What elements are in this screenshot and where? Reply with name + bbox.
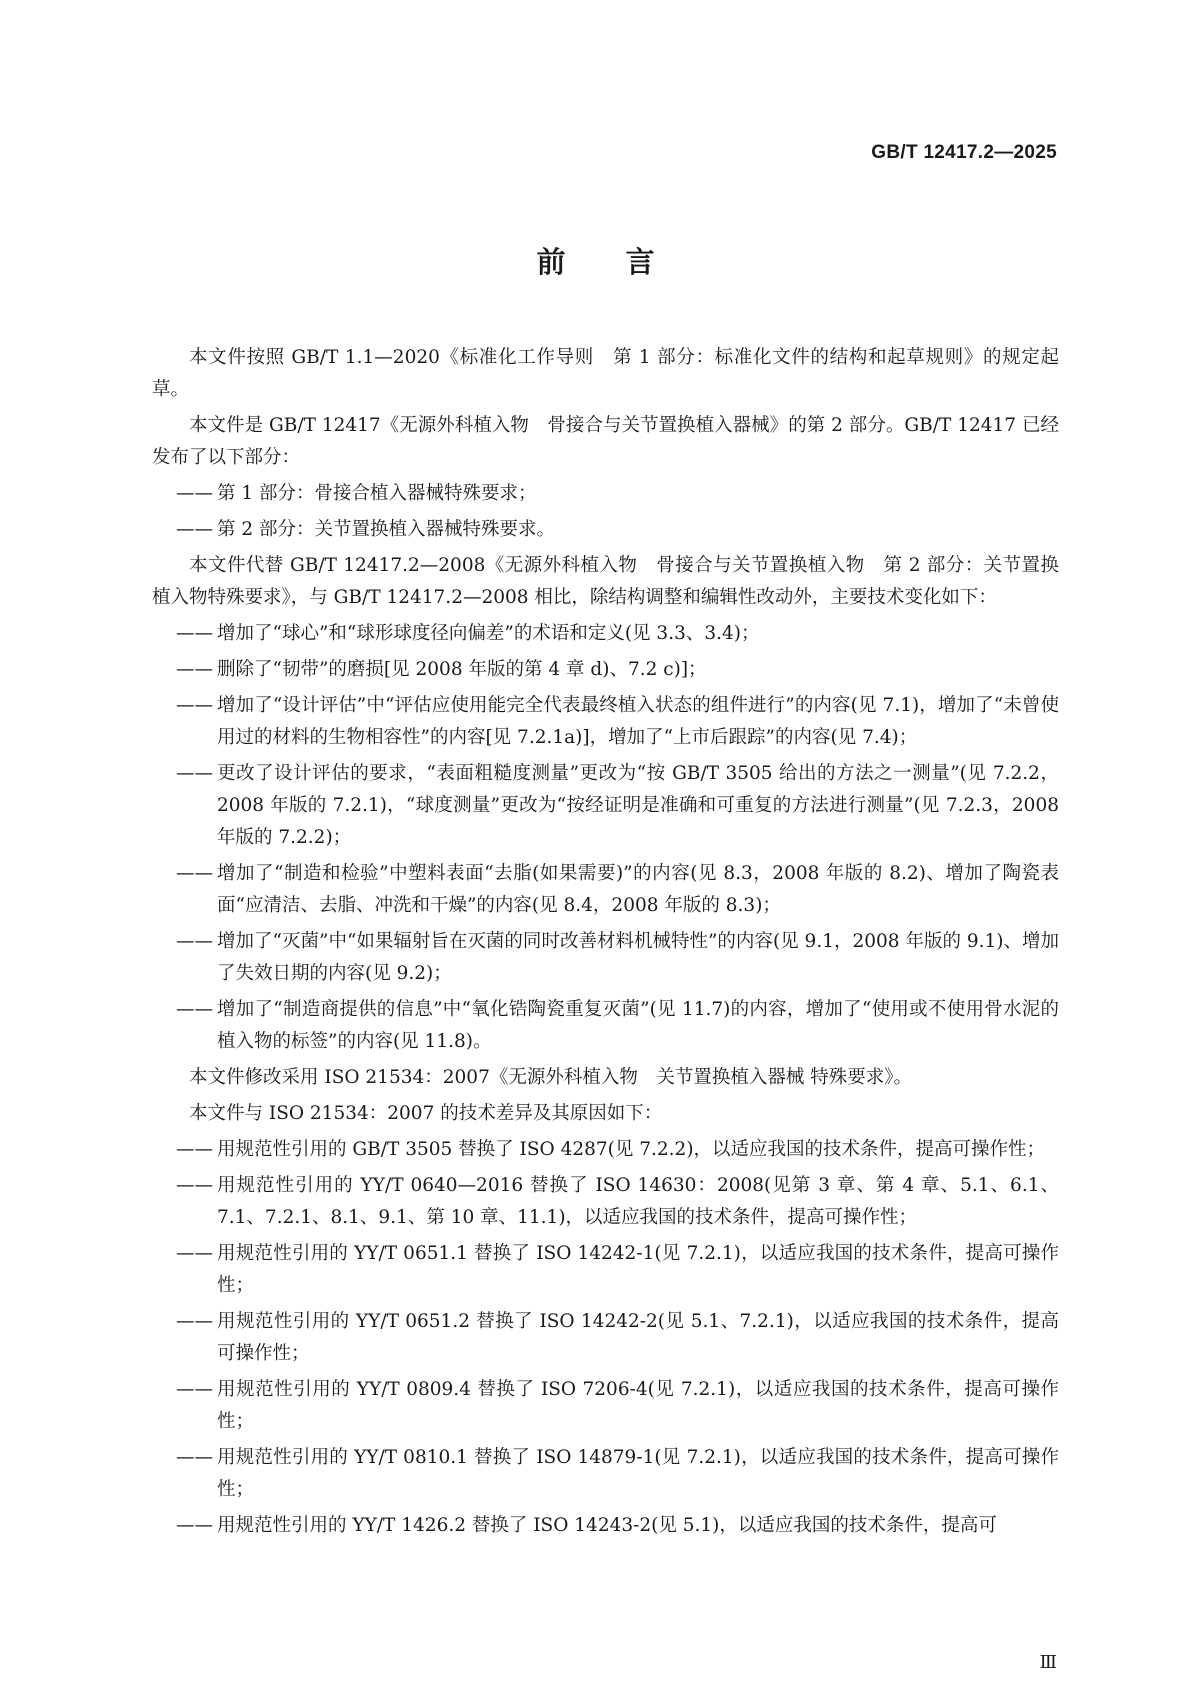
list-dash: —— — [176, 659, 213, 680]
list-item-text: 增加了“设计评估”中“评估应使用能完全代表最终植入状态的组件进行”的内容(见 7.1)，增加了“未曾使用过的材料的生物相容性”的内容[见 7.2.1a)]，增加了“上市后跟踪”的内容(见 7.4)； — [217, 695, 1059, 748]
list-dash: —— — [176, 483, 213, 504]
list-item-text: 用规范性引用的 YY/T 0651.1 替换了 ISO 14242-1(见 7.2.1)，以适应我国的技术条件，提高可操作性； — [217, 1243, 1059, 1296]
list-item — [152, 514, 1059, 546]
list-item-text: 第 1 部分：骨接合植入器械特殊要求； — [217, 483, 537, 504]
list-item — [152, 1238, 1059, 1302]
list-item — [152, 1374, 1059, 1438]
list-item-text: 用规范性引用的 YY/T 1426.2 替换了 ISO 14243-2(见 5.1)，以适应我国的技术条件，提高可 — [217, 1515, 997, 1536]
list-dash: —— — [176, 623, 213, 644]
list-dash: —— — [176, 931, 213, 952]
list-item — [152, 758, 1059, 854]
list-dash: —— — [176, 763, 213, 784]
list-dash: —— — [176, 1379, 213, 1400]
paragraph: 本文件是 GB/T 12417《无源外科植入物 骨接合与关节置换植入器械》的第 2 部分。GB/T 12417 已经发布了以下部分： — [152, 415, 1059, 468]
paragraph: 本文件修改采用 ISO 21534：2007《无源外科植入物 关节置换植入器械 特殊要求》。 — [189, 1067, 912, 1088]
list-dash: —— — [176, 1311, 213, 1332]
list-item — [152, 1306, 1059, 1370]
list-item-text: 增加了“灭菌”中“如果辐射旨在灭菌的同时改善材料机械特性”的内容(见 9.1，2008 年版的 9.1)、增加了失效日期的内容(见 9.2)； — [217, 931, 1059, 984]
paragraph: 本文件代替 GB/T 12417.2—2008《无源外科植入物 骨接合与关节置换植入物 第 2 部分：关节置换植入物特殊要求》，与 GB/T 12417.2—2008 相比，除结构调整和编辑性改动外，主要技术变化如下： — [152, 555, 1059, 608]
list-item-text: 增加了“制造商提供的信息”中“氧化锆陶瓷重复灭菌”(见 11.7)的内容，增加了“使用或不使用骨水泥的植入物的标签”的内容(见 11.8)。 — [217, 999, 1059, 1052]
list-item-text: 用规范性引用的 GB/T 3505 替换了 ISO 4287(见 7.2.2)，以适应我国的技术条件，提高可操作性； — [217, 1139, 1046, 1160]
list-item — [152, 690, 1059, 754]
list-item — [152, 618, 1059, 650]
list-item — [152, 1170, 1059, 1234]
paragraph: 本文件与 ISO 21534：2007 的技术差异及其原因如下： — [189, 1103, 663, 1124]
list-dash: —— — [176, 1139, 213, 1160]
list-item-text: 用规范性引用的 YY/T 0651.2 替换了 ISO 14242-2(见 5.1、7.2.1)，以适应我国的技术条件，提高可操作性； — [217, 1311, 1059, 1364]
list-item — [152, 1510, 1059, 1542]
list-dash: —— — [176, 695, 213, 716]
list-item-text: 增加了“制造和检验”中塑料表面“去脂(如果需要)”的内容(见 8.3，2008 年版的 8.2)、增加了陶瓷表面“应清洁、去脂、冲洗和干燥”的内容(见 8.4，2008 年版的 8.3)； — [217, 863, 1059, 916]
list-item-text: 增加了“球心”和“球形球度径向偏差”的术语和定义(见 3.3、3.4)； — [217, 623, 760, 644]
paragraph: 本文件按照 GB/T 1.1—2020《标准化工作导则 第 1 部分：标准化文件的结构和起草规则》的规定起草。 — [152, 347, 1059, 400]
list-item — [152, 1134, 1059, 1166]
list-item — [152, 654, 1059, 686]
list-dash: —— — [176, 1175, 213, 1196]
standard-code: GB/T 12417.2—2025 — [871, 142, 1057, 163]
list-item-text: 用规范性引用的 YY/T 0809.4 替换了 ISO 7206-4(见 7.2.1)，以适应我国的技术条件，提高可操作性； — [217, 1379, 1059, 1432]
list-dash: —— — [176, 1243, 213, 1264]
page-number: Ⅲ — [1039, 1652, 1057, 1672]
list-item-text: 第 2 部分：关节置换植入器械特殊要求。 — [217, 519, 556, 540]
list-dash: —— — [176, 999, 213, 1020]
list-item-text: 用规范性引用的 YY/T 0810.1 替换了 ISO 14879-1(见 7.2.1)，以适应我国的技术条件，提高可操作性； — [217, 1447, 1059, 1500]
document-body — [152, 342, 1059, 1546]
list-dash: —— — [176, 1447, 213, 1468]
list-dash: —— — [176, 863, 213, 884]
list-item — [152, 1442, 1059, 1506]
list-item — [152, 478, 1059, 510]
list-item-text: 删除了“韧带”的磨损[见 2008 年版的第 4 章 d)、7.2 c)]； — [217, 659, 707, 680]
list-item-text: 用规范性引用的 YY/T 0640—2016 替换了 ISO 14630：2008(见第 3 章、第 4 章、5.1、6.1、7.1、7.2.1、8.1、9.1、第 10 章、11.1)，以适应我国的技术条件，提高可操作性； — [217, 1175, 1059, 1228]
page-title: 前言 — [536, 245, 715, 279]
list-item — [152, 858, 1059, 922]
list-item — [152, 994, 1059, 1058]
list-dash: —— — [176, 519, 213, 540]
list-dash: —— — [176, 1515, 213, 1536]
list-item — [152, 926, 1059, 990]
list-item-text: 更改了设计评估的要求，“表面粗糙度测量”更改为“按 GB/T 3505 给出的方法之一测量”(见 7.2.2，2008 年版的 7.2.1)，“球度测量”更改为“按经证明是准确和可重复的方法进行测量”(见 7.2.3，2008 年版的 7.2.2)； — [217, 763, 1059, 848]
